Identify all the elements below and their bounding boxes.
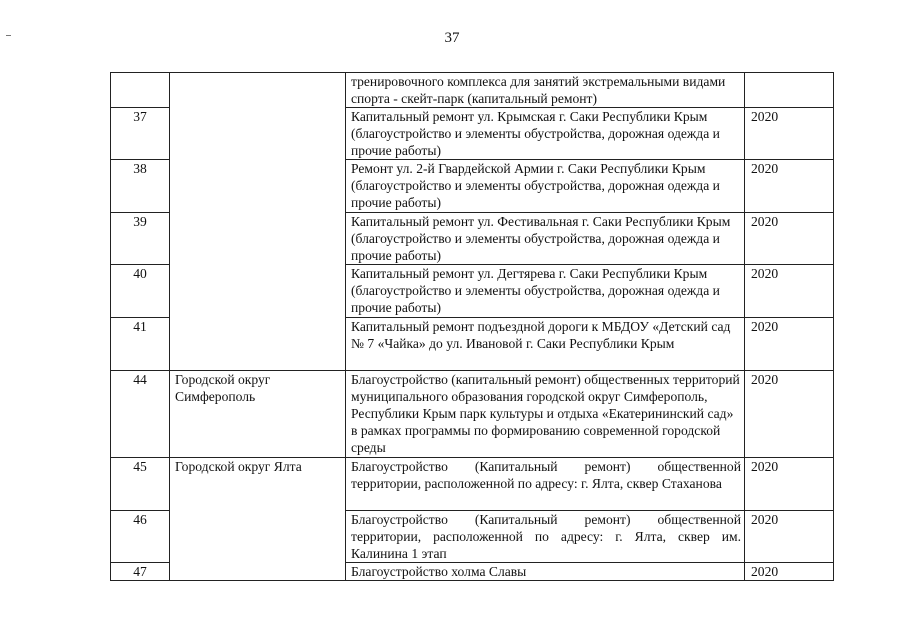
description-cell: Капитальный ремонт подъездной дороги к МБДОУ «Детский сад № 7 «Чайка» до ул. Ивановой г. Саки Республики Крым <box>346 318 745 371</box>
table-row <box>111 371 834 458</box>
row-number-cell: 38 <box>111 160 170 213</box>
year-cell: 2020 <box>745 563 834 581</box>
scan-speck <box>6 35 11 36</box>
description-cell: Капитальный ремонт ул. Дегтярева г. Саки Республики Крым (благоустройство и элементы обустройства, дорожная одежда и прочие работы) <box>346 265 745 318</box>
year-cell <box>745 73 834 108</box>
year-cell: 2020 <box>745 371 834 458</box>
year-cell: 2020 <box>745 265 834 318</box>
year-cell: 2020 <box>745 160 834 213</box>
row-number-cell: 45 <box>111 458 170 511</box>
projects-table <box>110 72 834 581</box>
row-number-cell: 46 <box>111 511 170 563</box>
description-cell: Благоустройство (Капитальный ремонт) общественной территории, расположенной по адресу: г. Ялта, сквер им. Калинина 1 этап <box>346 511 745 563</box>
year-cell: 2020 <box>745 318 834 371</box>
year-cell: 2020 <box>745 108 834 160</box>
year-cell: 2020 <box>745 458 834 511</box>
row-number-cell: 37 <box>111 108 170 160</box>
municipality-cell-saki <box>170 73 346 371</box>
row-number-cell: 39 <box>111 213 170 265</box>
row-number-cell: 40 <box>111 265 170 318</box>
description-cell: Благоустройство (капитальный ремонт) общественных территорий муниципального образования городской округ Симферополь, Республики Крым парк культуры и отдыха «Екатерининский сад» в рамках программы по формированию современной городской среды <box>346 371 745 458</box>
year-cell: 2020 <box>745 213 834 265</box>
row-number-cell: 47 <box>111 563 170 581</box>
row-number-cell: 41 <box>111 318 170 371</box>
municipality-cell: Городской округ Симферополь <box>170 371 346 458</box>
table-row <box>111 458 834 511</box>
description-cell: Ремонт ул. 2-й Гвардейской Армии г. Саки Республики Крым (благоустройство и элементы обустройства, дорожная одежда и прочие работы) <box>346 160 745 213</box>
row-number-cell: 44 <box>111 371 170 458</box>
description-cell: Капитальный ремонт ул. Крымская г. Саки Республики Крым (благоустройство и элементы обустройства, дорожная одежда и прочие работы) <box>346 108 745 160</box>
description-cell: Благоустройство (Капитальный ремонт) общественной территории, расположенной по адресу: г. Ялта, сквер Стаханова <box>346 458 745 511</box>
page-number: 37 <box>444 30 460 46</box>
table-row <box>111 73 834 108</box>
municipality-cell: Городской округ Ялта <box>170 458 346 581</box>
description-cell: Капитальный ремонт ул. Фестивальная г. Саки Республики Крым (благоустройство и элементы обустройства, дорожная одежда и прочие работы) <box>346 213 745 265</box>
description-cell: тренировочного комплекса для занятий экстремальными видами спорта - скейт-парк (капитальный ремонт) <box>346 73 745 108</box>
year-cell: 2020 <box>745 511 834 563</box>
description-cell: Благоустройство холма Славы <box>346 563 745 581</box>
row-number-cell <box>111 73 170 108</box>
